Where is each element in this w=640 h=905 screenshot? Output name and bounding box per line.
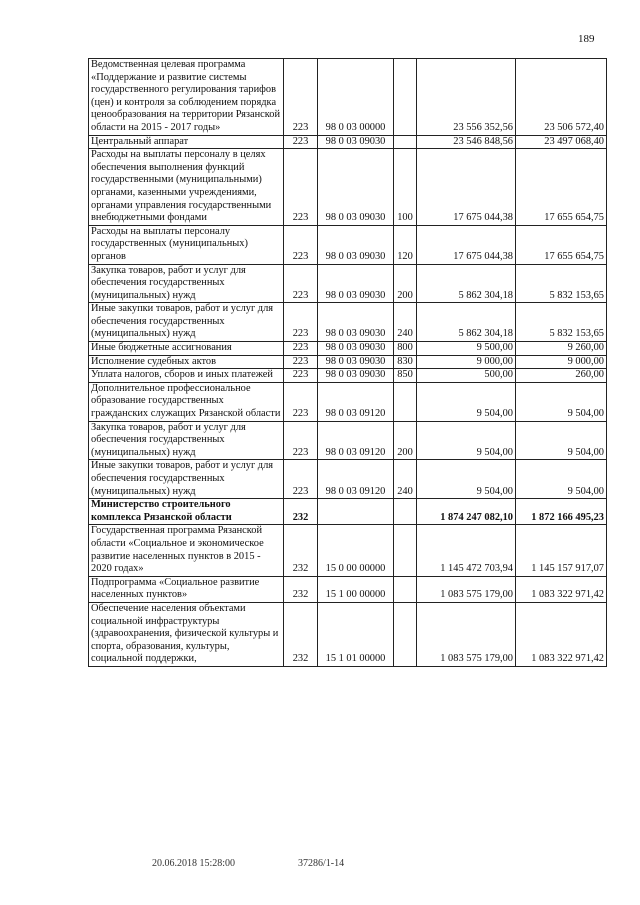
row-grbs: 232 bbox=[284, 602, 318, 666]
row-amount-2019: 17 675 044,38 bbox=[417, 225, 516, 264]
row-target-article: 98 0 03 09030 bbox=[318, 303, 394, 342]
row-grbs: 223 bbox=[284, 59, 318, 136]
row-expense-type bbox=[394, 135, 417, 149]
row-amount-2019: 5 862 304,18 bbox=[417, 264, 516, 303]
footer-document-number: 37286/1-14 bbox=[298, 858, 345, 869]
row-name: Уплата налогов, сборов и иных платежей bbox=[89, 369, 284, 383]
row-amount-2020: 23 497 068,40 bbox=[516, 135, 607, 149]
row-expense-type: 120 bbox=[394, 225, 417, 264]
row-expense-type: 240 bbox=[394, 460, 417, 499]
table-row bbox=[89, 342, 607, 356]
row-amount-2020: 5 832 153,65 bbox=[516, 264, 607, 303]
row-amount-2019: 9 000,00 bbox=[417, 355, 516, 369]
row-target-article: 98 0 03 09030 bbox=[318, 369, 394, 383]
row-target-article: 98 0 03 09030 bbox=[318, 355, 394, 369]
row-target-article: 98 0 03 09030 bbox=[318, 342, 394, 356]
row-amount-2020: 1 083 322 971,42 bbox=[516, 602, 607, 666]
row-expense-type bbox=[394, 525, 417, 576]
table-row bbox=[89, 525, 607, 576]
row-target-article: 15 1 00 00000 bbox=[318, 576, 394, 602]
table-row bbox=[89, 355, 607, 369]
table-row bbox=[89, 59, 607, 136]
row-name: Исполнение судебных актов bbox=[89, 355, 284, 369]
row-target-article bbox=[318, 499, 394, 525]
row-expense-type: 200 bbox=[394, 264, 417, 303]
row-amount-2019: 5 862 304,18 bbox=[417, 303, 516, 342]
row-amount-2019: 9 500,00 bbox=[417, 342, 516, 356]
row-target-article: 98 0 03 09030 bbox=[318, 264, 394, 303]
table-row bbox=[89, 303, 607, 342]
row-grbs: 223 bbox=[284, 135, 318, 149]
row-target-article: 98 0 03 09120 bbox=[318, 421, 394, 460]
row-grbs: 223 bbox=[284, 264, 318, 303]
row-name: Закупка товаров, работ и услуг для обеспечения государственных (муниципальных) нужд bbox=[89, 264, 284, 303]
row-amount-2019: 1 145 472 703,94 bbox=[417, 525, 516, 576]
row-target-article: 98 0 03 09030 bbox=[318, 135, 394, 149]
row-expense-type: 830 bbox=[394, 355, 417, 369]
row-amount-2019: 9 504,00 bbox=[417, 421, 516, 460]
row-expense-type bbox=[394, 602, 417, 666]
row-amount-2020: 5 832 153,65 bbox=[516, 303, 607, 342]
row-name: Иные закупки товаров, работ и услуг для обеспечения государственных (муниципальных) нужд bbox=[89, 303, 284, 342]
table-row bbox=[89, 421, 607, 460]
row-name: Дополнительное профессиональное образование государственных гражданских служащих Рязанской области bbox=[89, 382, 284, 421]
row-expense-type: 100 bbox=[394, 149, 417, 226]
row-target-article: 15 1 01 00000 bbox=[318, 602, 394, 666]
row-target-article: 98 0 03 09030 bbox=[318, 149, 394, 226]
row-target-article: 98 0 03 09120 bbox=[318, 382, 394, 421]
row-expense-type bbox=[394, 576, 417, 602]
row-name: Расходы на выплаты персоналу государственных (муниципальных) органов bbox=[89, 225, 284, 264]
row-amount-2020: 9 504,00 bbox=[516, 421, 607, 460]
row-target-article: 98 0 03 00000 bbox=[318, 59, 394, 136]
row-amount-2019: 23 546 848,56 bbox=[417, 135, 516, 149]
row-grbs: 223 bbox=[284, 382, 318, 421]
row-expense-type bbox=[394, 499, 417, 525]
row-grbs: 223 bbox=[284, 421, 318, 460]
row-amount-2019: 9 504,00 bbox=[417, 382, 516, 421]
row-name: Иные закупки товаров, работ и услуг для обеспечения государственных (муниципальных) нужд bbox=[89, 460, 284, 499]
row-amount-2020: 9 504,00 bbox=[516, 382, 607, 421]
row-amount-2019: 1 083 575 179,00 bbox=[417, 602, 516, 666]
row-name: Государственная программа Рязанской области «Социальное и экономическое развитие населенных пунктов в 2015 - 2020 годах» bbox=[89, 525, 284, 576]
row-grbs: 232 bbox=[284, 525, 318, 576]
row-grbs: 223 bbox=[284, 369, 318, 383]
row-grbs: 223 bbox=[284, 355, 318, 369]
row-expense-type: 240 bbox=[394, 303, 417, 342]
row-name: Центральный аппарат bbox=[89, 135, 284, 149]
row-name: Расходы на выплаты персоналу в целях обеспечения выполнения функций государственными (муниципальными) органами, казенными учреждениями, органами управления государственными внебюджетными фондами bbox=[89, 149, 284, 226]
table-row bbox=[89, 602, 607, 666]
row-grbs: 223 bbox=[284, 460, 318, 499]
row-amount-2020: 9 260,00 bbox=[516, 342, 607, 356]
row-grbs: 232 bbox=[284, 499, 318, 525]
row-amount-2020: 1 145 157 917,07 bbox=[516, 525, 607, 576]
row-amount-2020: 23 506 572,40 bbox=[516, 59, 607, 136]
row-amount-2020: 1 872 166 495,23 bbox=[516, 499, 607, 525]
row-grbs: 223 bbox=[284, 342, 318, 356]
row-amount-2020: 260,00 bbox=[516, 369, 607, 383]
row-grbs: 232 bbox=[284, 576, 318, 602]
table-row bbox=[89, 499, 607, 525]
budget-table-body bbox=[89, 59, 607, 667]
row-expense-type bbox=[394, 382, 417, 421]
footer-timestamp: 20.06.2018 15:28:00 bbox=[152, 858, 236, 869]
row-grbs: 223 bbox=[284, 149, 318, 226]
row-target-article: 15 0 00 00000 bbox=[318, 525, 394, 576]
row-amount-2019: 1 874 247 082,10 bbox=[417, 499, 516, 525]
row-expense-type: 800 bbox=[394, 342, 417, 356]
row-target-article: 98 0 03 09120 bbox=[318, 460, 394, 499]
row-name: Обеспечение населения объектами социальной инфраструктуры (здравоохранения, физической культуры и спорта, образования, культуры, социальной поддержки, bbox=[89, 602, 284, 666]
row-amount-2020: 9 504,00 bbox=[516, 460, 607, 499]
row-target-article: 98 0 03 09030 bbox=[318, 225, 394, 264]
budget-table bbox=[88, 58, 607, 667]
row-amount-2019: 500,00 bbox=[417, 369, 516, 383]
row-amount-2020: 17 655 654,75 bbox=[516, 225, 607, 264]
row-amount-2019: 17 675 044,38 bbox=[417, 149, 516, 226]
row-amount-2020: 1 083 322 971,42 bbox=[516, 576, 607, 602]
table-row bbox=[89, 149, 607, 226]
row-name: Ведомственная целевая программа «Поддержание и развитие системы государственного регулирования тарифов (цен) и контроля за соблюдением порядка ценообразования на территории Рязанской области на 2015 - 2017 годы» bbox=[89, 59, 284, 136]
row-amount-2020: 17 655 654,75 bbox=[516, 149, 607, 226]
table-row bbox=[89, 460, 607, 499]
row-expense-type: 850 bbox=[394, 369, 417, 383]
row-name: Министерство строительного комплекса Рязанской области bbox=[89, 499, 284, 525]
table-row bbox=[89, 135, 607, 149]
table-row bbox=[89, 264, 607, 303]
table-row bbox=[89, 369, 607, 383]
row-expense-type: 200 bbox=[394, 421, 417, 460]
row-amount-2020: 9 000,00 bbox=[516, 355, 607, 369]
row-grbs: 223 bbox=[284, 225, 318, 264]
table-row bbox=[89, 225, 607, 264]
table-row bbox=[89, 576, 607, 602]
row-amount-2019: 23 556 352,56 bbox=[417, 59, 516, 136]
row-name: Закупка товаров, работ и услуг для обеспечения государственных (муниципальных) нужд bbox=[89, 421, 284, 460]
row-expense-type bbox=[394, 59, 417, 136]
row-name: Подпрограмма «Социальное развитие населенных пунктов» bbox=[89, 576, 284, 602]
table-row bbox=[89, 382, 607, 421]
row-grbs: 223 bbox=[284, 303, 318, 342]
row-amount-2019: 1 083 575 179,00 bbox=[417, 576, 516, 602]
row-amount-2019: 9 504,00 bbox=[417, 460, 516, 499]
page-number: 189 bbox=[578, 33, 595, 45]
row-name: Иные бюджетные ассигнования bbox=[89, 342, 284, 356]
